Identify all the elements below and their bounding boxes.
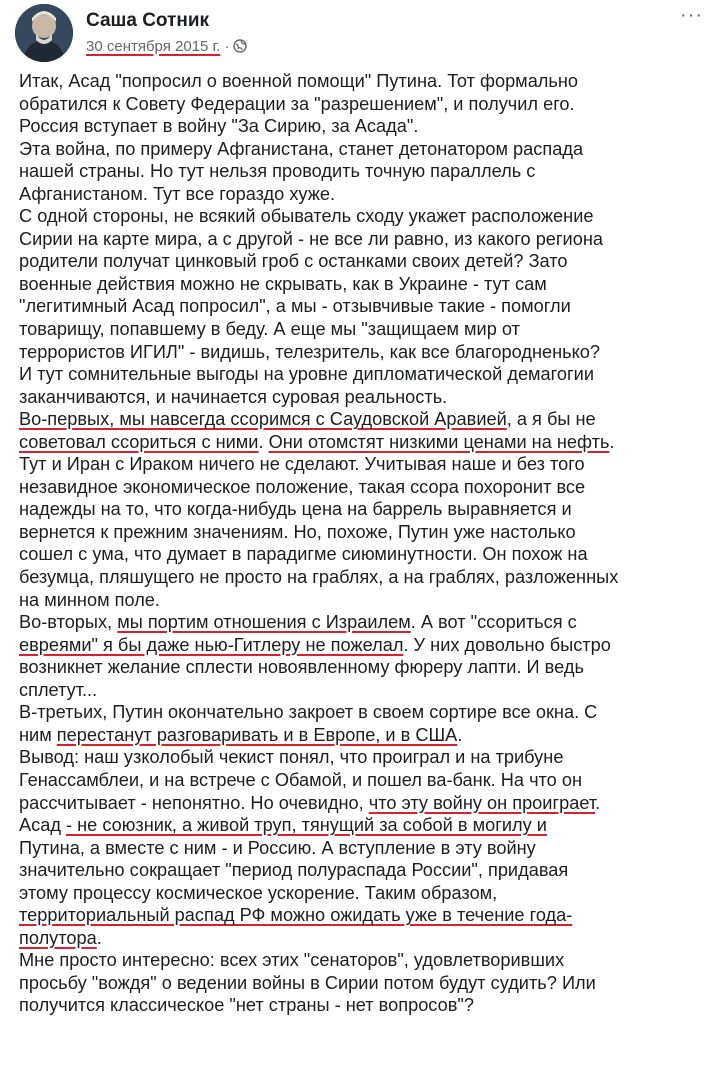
post-text-line: Мне просто интересно: всех этих "сенаторов", удовлетворивших xyxy=(19,950,565,971)
globe-icon xyxy=(233,39,247,53)
post-text-line xyxy=(19,724,709,747)
post-text-line: военные действия можно не скрывать, как в Украине - тут сам xyxy=(19,273,547,294)
post-text-line xyxy=(19,792,709,815)
post-text-line xyxy=(19,927,709,950)
text-segment: . xyxy=(609,431,615,452)
highlighted-text: советовал ссориться с ними xyxy=(19,431,259,452)
post-text-line xyxy=(19,408,709,431)
text-segment: Во-вторых, xyxy=(19,612,118,633)
highlighted-text: территориальный распад РФ можно ожидать уже в течение года- xyxy=(19,905,573,926)
text-segment: . А вот "ссориться с xyxy=(410,612,577,633)
post-text-line xyxy=(19,611,709,634)
post-text-line: родители получат цинковый гроб с останками своих детей? Зато xyxy=(19,251,568,272)
avatar[interactable] xyxy=(15,4,73,62)
text-segment: . У них довольно быстро xyxy=(403,634,611,655)
post-text-line: на минном поле. xyxy=(19,589,160,610)
text-segment: ним xyxy=(19,724,57,745)
post-text-line: Генассамблеи, и на встрече с Обамой, и пошел ва-банк. На что он xyxy=(19,769,582,790)
highlighted-text: мы портим отношения с Израилем xyxy=(117,612,411,633)
post-text-line: возникнет желание сплести новоявленному фюреру лапти. И ведь xyxy=(19,657,584,678)
text-segment: . xyxy=(595,792,601,813)
post-text-line: просьбу "вождя" о ведении войны в Сирии потом будут судить? Или xyxy=(19,972,596,993)
post-text-line: террористов ИГИЛ" - видишь, телезритель, как все благородненько? xyxy=(19,341,601,362)
post-text-line: Эта война, по примеру Афганистана, станет детонатором распада xyxy=(19,138,584,159)
post-text-line: товарищу, попавшему в беду. А еще мы "защищаем мир от xyxy=(19,319,520,340)
post-text-line: Сирии на карте мира, а с другой - не все ли равно, из какого региона xyxy=(19,228,603,249)
post-text-line: Путина, а вместе с ним - и Россию. А вступление в эту войну xyxy=(19,837,536,858)
post-text-line: вернется к прежним значениям. Но, похоже, Путин уже настолько xyxy=(19,521,576,542)
post-header xyxy=(0,0,719,60)
post-text xyxy=(19,70,709,1017)
post-text-line: Афганистаном. Тут все гораздо хуже. xyxy=(19,183,336,204)
text-segment: , а я бы не xyxy=(506,409,596,430)
post-text-line: "легитимный Асад попросил", а мы - отзывчивые такие - помогли xyxy=(19,296,571,317)
highlighted-text: что эту войну он проиграет xyxy=(368,792,596,813)
text-segment: Асад xyxy=(19,815,67,836)
post-text-line: С одной стороны, не всякий обыватель сходу укажет расположение xyxy=(19,206,594,227)
post-text-line: обратился к Совету Федерации за "разрешением", и получил его. xyxy=(19,93,575,114)
post-text-line: сошел с ума, что думает в парадигме сиюминутности. Он похож на xyxy=(19,544,588,565)
post-text-line: В-третьих, Путин окончательно закроет в своем сортире все окна. С xyxy=(19,702,598,723)
post-text-line: нашей страны. Но тут нельзя проводить точную параллель с xyxy=(19,161,536,182)
text-segment: . xyxy=(96,927,102,948)
highlighted-text: полутора xyxy=(19,927,97,948)
post-text-line: этому процессу космическое ускорение. Таким образом, xyxy=(19,882,498,903)
post-date[interactable]: 30 сентября 2015 г. xyxy=(86,37,221,55)
post-meta xyxy=(86,36,247,56)
post-text-line: заканчиваются, и начинается суровая реальность. xyxy=(19,386,448,407)
highlighted-text: Во-первых, мы навсегда ссоримся с Саудовской Аравией xyxy=(19,409,507,430)
post-text-line: незавидное экономическое положение, такая ссора похоронит все xyxy=(19,476,586,497)
post-text-line xyxy=(19,634,709,657)
post-text-line: безумца, пляшущего не просто на граблях, а на граблях, разложенных xyxy=(19,567,619,588)
post-text-line: Вывод: наш узколобый чекист понял, что проиграл и на трибуне xyxy=(19,747,564,768)
post-text-line xyxy=(19,904,709,927)
text-segment: . xyxy=(457,724,463,745)
post-text-line: Тут и Иран с Ираком ничего не сделают. Учитывая наше и без того xyxy=(19,454,585,475)
more-options-icon[interactable]: ··· xyxy=(680,4,703,26)
text-segment: рассчитывает - непонятно. Но очевидно, xyxy=(19,792,369,813)
highlighted-text: Они отомстят низкими ценами на нефть xyxy=(268,431,610,452)
post-text-line: получится классическое "нет страны - нет вопросов"? xyxy=(19,995,474,1016)
avatar-image xyxy=(15,4,73,62)
post-text-line: Россия вступает в войну "За Сирию, за Асада". xyxy=(19,116,419,137)
post-text-line xyxy=(19,431,709,454)
post-text-line: значительно сокращает "период полураспада России", придавая xyxy=(19,860,569,881)
post-text-line xyxy=(19,814,709,837)
post-text-line: И тут сомнительные выгоды на уровне дипломатической демагогии xyxy=(19,364,594,385)
meta-separator: · xyxy=(224,37,230,55)
highlighted-text: - не союзник, а живой труп, тянущий за собой в могилу и xyxy=(66,815,547,836)
post-text-line: сплетут... xyxy=(19,679,98,700)
highlighted-text: перестанут разговаривать и в Европе, и в США xyxy=(56,724,458,745)
author-name[interactable]: Саша Сотник xyxy=(86,10,210,31)
highlighted-text: евреями" я бы даже нью-Гитлеру не пожелал xyxy=(19,634,404,655)
post-text-line: Итак, Асад "попросил о военной помощи" Путина. Тот формально xyxy=(19,71,579,91)
text-segment: . xyxy=(258,431,269,452)
post-text-line: надежды на то, что когда-нибудь цена на баррель выравняется и xyxy=(19,499,572,520)
